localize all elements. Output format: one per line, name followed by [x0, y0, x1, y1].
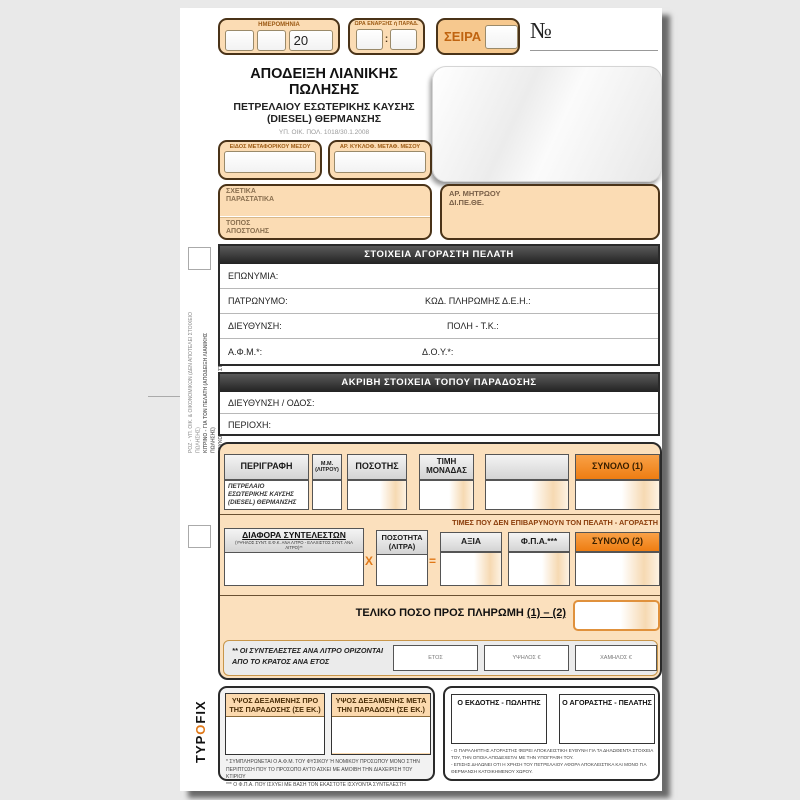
- logo-text-post: FIX: [193, 700, 208, 724]
- related-docs-label-line1: ΣΧΕΤΙΚΑ: [226, 188, 256, 195]
- tank-after-box: [331, 693, 431, 755]
- final-amount-field[interactable]: [573, 600, 660, 631]
- date-label: ΗΜΕΡΟΜΗΝΙΑ: [258, 22, 300, 28]
- delivery-area-field[interactable]: [220, 414, 658, 436]
- delivery-section: [218, 372, 660, 436]
- registry-label-line1: ΑΡ. ΜΗΤΡΩΟΥ: [449, 189, 501, 198]
- buyer-name-label: ΕΠΩΝΥΜΙΑ:: [228, 271, 279, 281]
- time-box: [348, 18, 425, 55]
- buyer-signature-label: Ο ΑΓΟΡΑΣΤΗΣ - ΠΕΛΑΤΗΣ: [562, 698, 652, 707]
- coefficient-diff-title: ΔΙΑΦΟΡΑ ΣΥΝΤΕΛΕΣΤΩΝ: [242, 530, 346, 540]
- title-subline2: (DIESEL) ΘΕΡΜΑΝΣΗΣ: [266, 113, 382, 125]
- tank-after-label-line1: ΥΨΟΣ ΔΕΞΑΜΕΝΗΣ ΜΕΤΑ: [335, 696, 427, 705]
- logo-text-pre: TYP: [193, 734, 208, 763]
- table-divider-1: [220, 514, 660, 515]
- multiply-sign: Χ: [365, 554, 374, 568]
- low-rate-label: ΧΑΜΗΛΟΣ €: [600, 655, 632, 661]
- issuer-signature-box[interactable]: [451, 694, 547, 744]
- buyer-patronym-label: ΠΑΤΡΩΝΥΜΟ:: [228, 296, 288, 306]
- series-box: [436, 18, 520, 55]
- coefficient-diff-box: [224, 528, 364, 586]
- tank-after-label-line2: ΤΗΝ ΠΑΡΑΔΟΣΗ (ΣΕ ΕΚ.): [337, 705, 425, 715]
- related-docs-label-line2: ΠΑΡΑΣΤΑΤΙΚΑ: [226, 196, 275, 204]
- date-month-field[interactable]: [257, 30, 286, 51]
- low-rate-field[interactable]: [575, 645, 657, 671]
- copy-note-line1: ΡΟΖ - ΥΠ. ΟΙΚ. & ΟΙΚΟΝΟΜΙΚΩΝ (ΔΕΝ ΑΠΟΤΕΛΕΙ ΣΤΟΙΧΕΙΟ ΠΩΛΗΣΗΣ): [188, 312, 202, 453]
- time-separator: :: [384, 33, 389, 45]
- tank-before-box: [225, 693, 325, 755]
- delivery-section-header: ΑΚΡΙΒΗ ΣΤΟΙΧΕΙΑ ΤΟΠΟΥ ΠΑΡΑΔΟΣΗΣ: [220, 374, 658, 392]
- date-box: [218, 18, 340, 55]
- transport-type-label: ΕΙΔΟΣ ΜΕΤΑΦΟΡΙΚΟΥ ΜΕΣΟΥ: [229, 144, 311, 150]
- vat-header: Φ.Π.Α.***: [508, 532, 570, 552]
- unit-price-cell[interactable]: [419, 480, 474, 510]
- typofix-logo: [193, 695, 208, 763]
- total2-field[interactable]: [575, 552, 660, 586]
- date-day-field[interactable]: [225, 30, 254, 51]
- unit-measure-cell[interactable]: [312, 480, 342, 510]
- buyer-afm-field[interactable]: [220, 339, 658, 364]
- issuer-signature-label: Ο ΕΚΔΟΤΗΣ - ΠΩΛΗΤΗΣ: [457, 698, 541, 707]
- value-field[interactable]: [440, 552, 502, 586]
- date-year-prefill: 20: [293, 32, 309, 48]
- buyer-signature-box[interactable]: [559, 694, 655, 744]
- shipping-place-field[interactable]: [220, 217, 430, 240]
- issuer-stamp-area[interactable]: [432, 66, 662, 182]
- signature-footnotes: [451, 748, 656, 776]
- copy-note-line3: ΣΤΟ: [218, 361, 224, 371]
- col-header-total1: ΣΥΝΟΛΟ (1): [575, 454, 660, 480]
- transport-plate-label: ΑΡ. ΚΥΚΛΟΦ. ΜΕΤΑΦ. ΜΕΣΟΥ: [339, 144, 421, 150]
- series-field[interactable]: [485, 25, 518, 49]
- buyer-address-field[interactable]: [220, 314, 658, 339]
- tank-footnote-2: ΠΕΡΙΠΤΩΣΗ ΠΟΥ ΤΟ ΠΡΟΣΩΠΟ ΑΥΤΟ ΑΣΚΕΙ ΜΕ ΑΜΟΙΒΗ ΤΗΝ ΔΙΑΧΕΙΡΙΣΗ ΤΟΥ ΚΤΙΡΙΟΥ: [226, 766, 413, 780]
- copy-note-line2: ΚΙΤΡΙΝΟ - ΓΙΑ ΤΟΝ ΠΕΛΑΤΗ (ΑΠΟΔΕΙΞΗ ΛΙΑΝΙΚΗΣ ΠΩΛΗΣΗΣ): [203, 332, 217, 453]
- number-label: №: [530, 18, 552, 43]
- coefficient-diff-subtitle: (ΥΨΗΛΟΣ ΣΥΝΤ. Ε.Φ.Κ. ΑΝΑ ΛΙΤΡΟ - ΕΛΑΧΙΣΤΟΣ ΣΥΝΤ. ΑΝΑ ΛΙΤΡΟ)**: [235, 540, 353, 551]
- value-header: ΑΞΙΑ: [440, 532, 502, 552]
- shipping-place-label-line2: ΑΠΟΣΤΟΛΗΣ: [226, 228, 270, 236]
- buyer-address-label: ΔΙΕΥΘΥΝΣΗ:: [228, 321, 282, 331]
- total1-cell[interactable]: [575, 480, 660, 510]
- series-label: ΣΕΙΡΑ: [444, 29, 482, 44]
- buyer-section-header: ΣΤΟΙΧΕΙΑ ΑΓΟΡΑΣΤΗ ΠΕΛΑΤΗ: [220, 246, 658, 264]
- blank-cell[interactable]: [485, 480, 569, 510]
- year-label: ΕΤΟΣ: [428, 655, 443, 661]
- registry-number-box[interactable]: [440, 184, 660, 240]
- tank-before-field[interactable]: [226, 717, 324, 753]
- signature-footnote-1: - Ο ΠΑΡΑΛΗΠΤΗΣ ΑΓΟΡΑΣΤΗΣ ΦΕΡΕΙ ΑΠΟΚΛΕΙΣΤΙΚΗ ΕΥΘΥΝΗ ΓΙΑ ΤΑ ΔΗΛΩΘΕΝΤΑ ΣΤΟΙΧΕΙΑ: [451, 748, 654, 753]
- receipt-page: [180, 8, 662, 791]
- delivery-street-label: ΔΙΕΥΘΥΝΣΗ / ΟΔΟΣ:: [228, 397, 315, 408]
- items-table: [218, 442, 662, 680]
- buyer-doy-label: Δ.Ο.Υ.*:: [422, 346, 454, 357]
- coefficient-diff-field[interactable]: [225, 553, 363, 585]
- tank-footnotes: [226, 759, 431, 789]
- signature-footnote-3: - ΕΠΙΣΗΣ ΔΗΛΩΝΕΙ ΟΤΙ Η ΧΡΗΣΗ ΤΟΥ ΠΕΤΡΕΛΑΙΟΥ ΑΦΟΡΑ ΑΠΟΚΛΕΙΣΤΙΚΑ ΚΑΙ ΜΟΝΟ ΓΙΑ: [451, 761, 647, 767]
- table-divider-2: [220, 595, 660, 596]
- col-header-unit-price: ΤΙΜΗ ΜΟΝΑΔΑΣ: [419, 454, 474, 480]
- delivery-street-field[interactable]: [220, 392, 658, 414]
- total2-header: ΣΥΝΟΛΟ (2): [575, 532, 660, 552]
- tank-before-label-line2: ΤΗΣ ΠΑΡΑΔΟΣΗΣ (ΣΕ ΕΚ.): [229, 705, 321, 715]
- signature-footnote-2: ΤΟΥ, ΤΗΝ ΟΠΟΙΑ ΑΠΟΔΕΧΕΤΑΙ ΜΕ ΤΗΝ ΥΠΟΓΡΑΦΗ ΤΟΥ.: [451, 754, 574, 760]
- buyer-patronym-field[interactable]: [220, 289, 658, 314]
- page-title: ΑΠΟΔΕΙΞΗ ΛΙΑΝΙΚΗΣ ΠΩΛΗΣΗΣ: [250, 66, 398, 98]
- year-field[interactable]: [393, 645, 478, 671]
- col-header-blank: [485, 454, 569, 480]
- final-amount-suffix: (1) – (2): [526, 607, 566, 619]
- quantity-cell[interactable]: [347, 480, 407, 510]
- tank-before-label-line1: ΥΨΟΣ ΔΕΞΑΜΕΝΗΣ ΠΡΟ: [231, 696, 319, 705]
- description-cell: ΠΕΤΡΕΛΑΙΟ ΕΣΩΤΕΡΙΚΗΣ ΚΑΥΣΗΣ (DIESEL) ΘΕΡΜΑΝΣΗΣ: [224, 480, 309, 510]
- vat-field[interactable]: [508, 552, 570, 586]
- col-header-unit-measure: Μ.Μ. (ΛΙΤΡΟΥ): [312, 454, 342, 480]
- tank-levels-box: [218, 686, 435, 788]
- annual-coefficients-box: [223, 640, 658, 676]
- registry-label-line2: ΔΙ.ΠΕ.ΘΕ.: [449, 198, 484, 208]
- high-rate-label: ΥΨΗΛΟΣ €: [512, 655, 541, 661]
- signature-footnote-4: ΘΕΡΜΑΝΣΗ ΚΑΤΟΙΚΗΜΕΝΟΥ ΧΩΡΟΥ.: [451, 768, 533, 774]
- col-header-description: ΠΕΡΙΓΡΑΦΗ: [224, 454, 309, 480]
- col-header-quantity: ΠΟΣΟΤΗΣ: [347, 454, 407, 480]
- related-docs-field[interactable]: [220, 186, 430, 217]
- date-year-field[interactable]: [289, 30, 333, 51]
- transport-plate-field[interactable]: [334, 151, 426, 173]
- final-amount-caption: ΤΕΛΙΚΟ ΠΟΣΟ ΠΡΟΣ ΠΛΗΡΩΜΗ (1) – (2): [355, 607, 566, 619]
- logo-o-glyph: O: [193, 723, 208, 735]
- quantity-liters-box: ΠΟΣΟΤΗΤΑ (ΛΙΤΡΑ): [376, 530, 428, 586]
- time-label: ΩΡΑ ΕΝΑΡΞΗΣ ή ΠΑΡΑΔ.: [354, 21, 419, 27]
- transport-plate-box: [328, 140, 432, 180]
- time-hours-field[interactable]: [356, 29, 383, 50]
- title-block: [214, 66, 434, 136]
- tank-footnote-3: *** Ο Φ.Π.Α. ΠΟΥ ΙΣΧΥΕΙ ΜΕ ΒΑΣΗ ΤΟΝ ΕΚΑΣΤΟΤΕ ΙΣΧΥΟΝΤΑ ΣΥΝΤΕΛΕΣΤΗ: [226, 781, 406, 788]
- shipping-place-label-line1: ΤΟΠΟΣ: [226, 220, 251, 227]
- buyer-dei-code-label: ΚΩΔ. ΠΛΗΡΩΜΗΣ Δ.Ε.Η.:: [425, 296, 531, 306]
- related-docs-box: [218, 184, 432, 240]
- tank-after-field[interactable]: [332, 717, 430, 753]
- transport-type-field[interactable]: [224, 151, 316, 173]
- time-minutes-field[interactable]: [390, 29, 417, 50]
- registration-square-top: [188, 247, 211, 270]
- buyer-name-field[interactable]: [220, 264, 658, 289]
- buyer-section: [218, 244, 660, 366]
- buyer-city-label: ΠΟΛΗ - Τ.Κ.:: [447, 321, 499, 331]
- quantity-liters-field[interactable]: [377, 555, 427, 585]
- no-charge-banner: ΤΙΜΕΣ ΠΟΥ ΔΕΝ ΕΠΙΒΑΡΥΝΟΥΝ ΤΟΝ ΠΕΛΑΤΗ - ΑΓΟΡΑΣΤΗ: [452, 518, 658, 527]
- number-line: [530, 50, 658, 51]
- buyer-afm-label: Α.Φ.Μ.*:: [228, 346, 263, 357]
- transport-type-box: [218, 140, 322, 180]
- registration-square-bottom: [188, 525, 211, 548]
- high-rate-field[interactable]: [484, 645, 569, 671]
- equals-sign: =: [429, 554, 437, 568]
- annual-note-line2: ΑΠΟ ΤΟ ΚΡΑΤΟΣ ΑΝΑ ΕΤΟΣ: [232, 656, 330, 666]
- tank-footnote-1: * ΣΥΜΠΛΗΡΩΝΕΤΑΙ Ο Α.Φ.Μ. ΤΟΥ ΦΥΣΙΚΟΥ Ή ΝΟΜΙΚΟΥ ΠΡΟΣΩΠΟΥ ΜΟΝΟ ΣΤΗΝ: [226, 759, 420, 765]
- title-regulation: ΥΠ. ΟΙΚ. ΠΟΛ. 1018/30.1.2008: [278, 129, 370, 136]
- signatures-box: [443, 686, 660, 781]
- title-subline1: ΠΕΤΡΕΛΑΙΟΥ ΕΣΩΤΕΡΙΚΗΣ ΚΑΥΣΗΣ: [233, 101, 415, 113]
- delivery-area-label: ΠΕΡΙΟΧΗ:: [228, 420, 272, 430]
- annual-note-line1: ** ΟΙ ΣΥΝΤΕΛΕΣΤΕΣ ΑΝΑ ΛΙΤΡΟ ΟΡΙΖΟΝΤΑΙ: [232, 646, 384, 655]
